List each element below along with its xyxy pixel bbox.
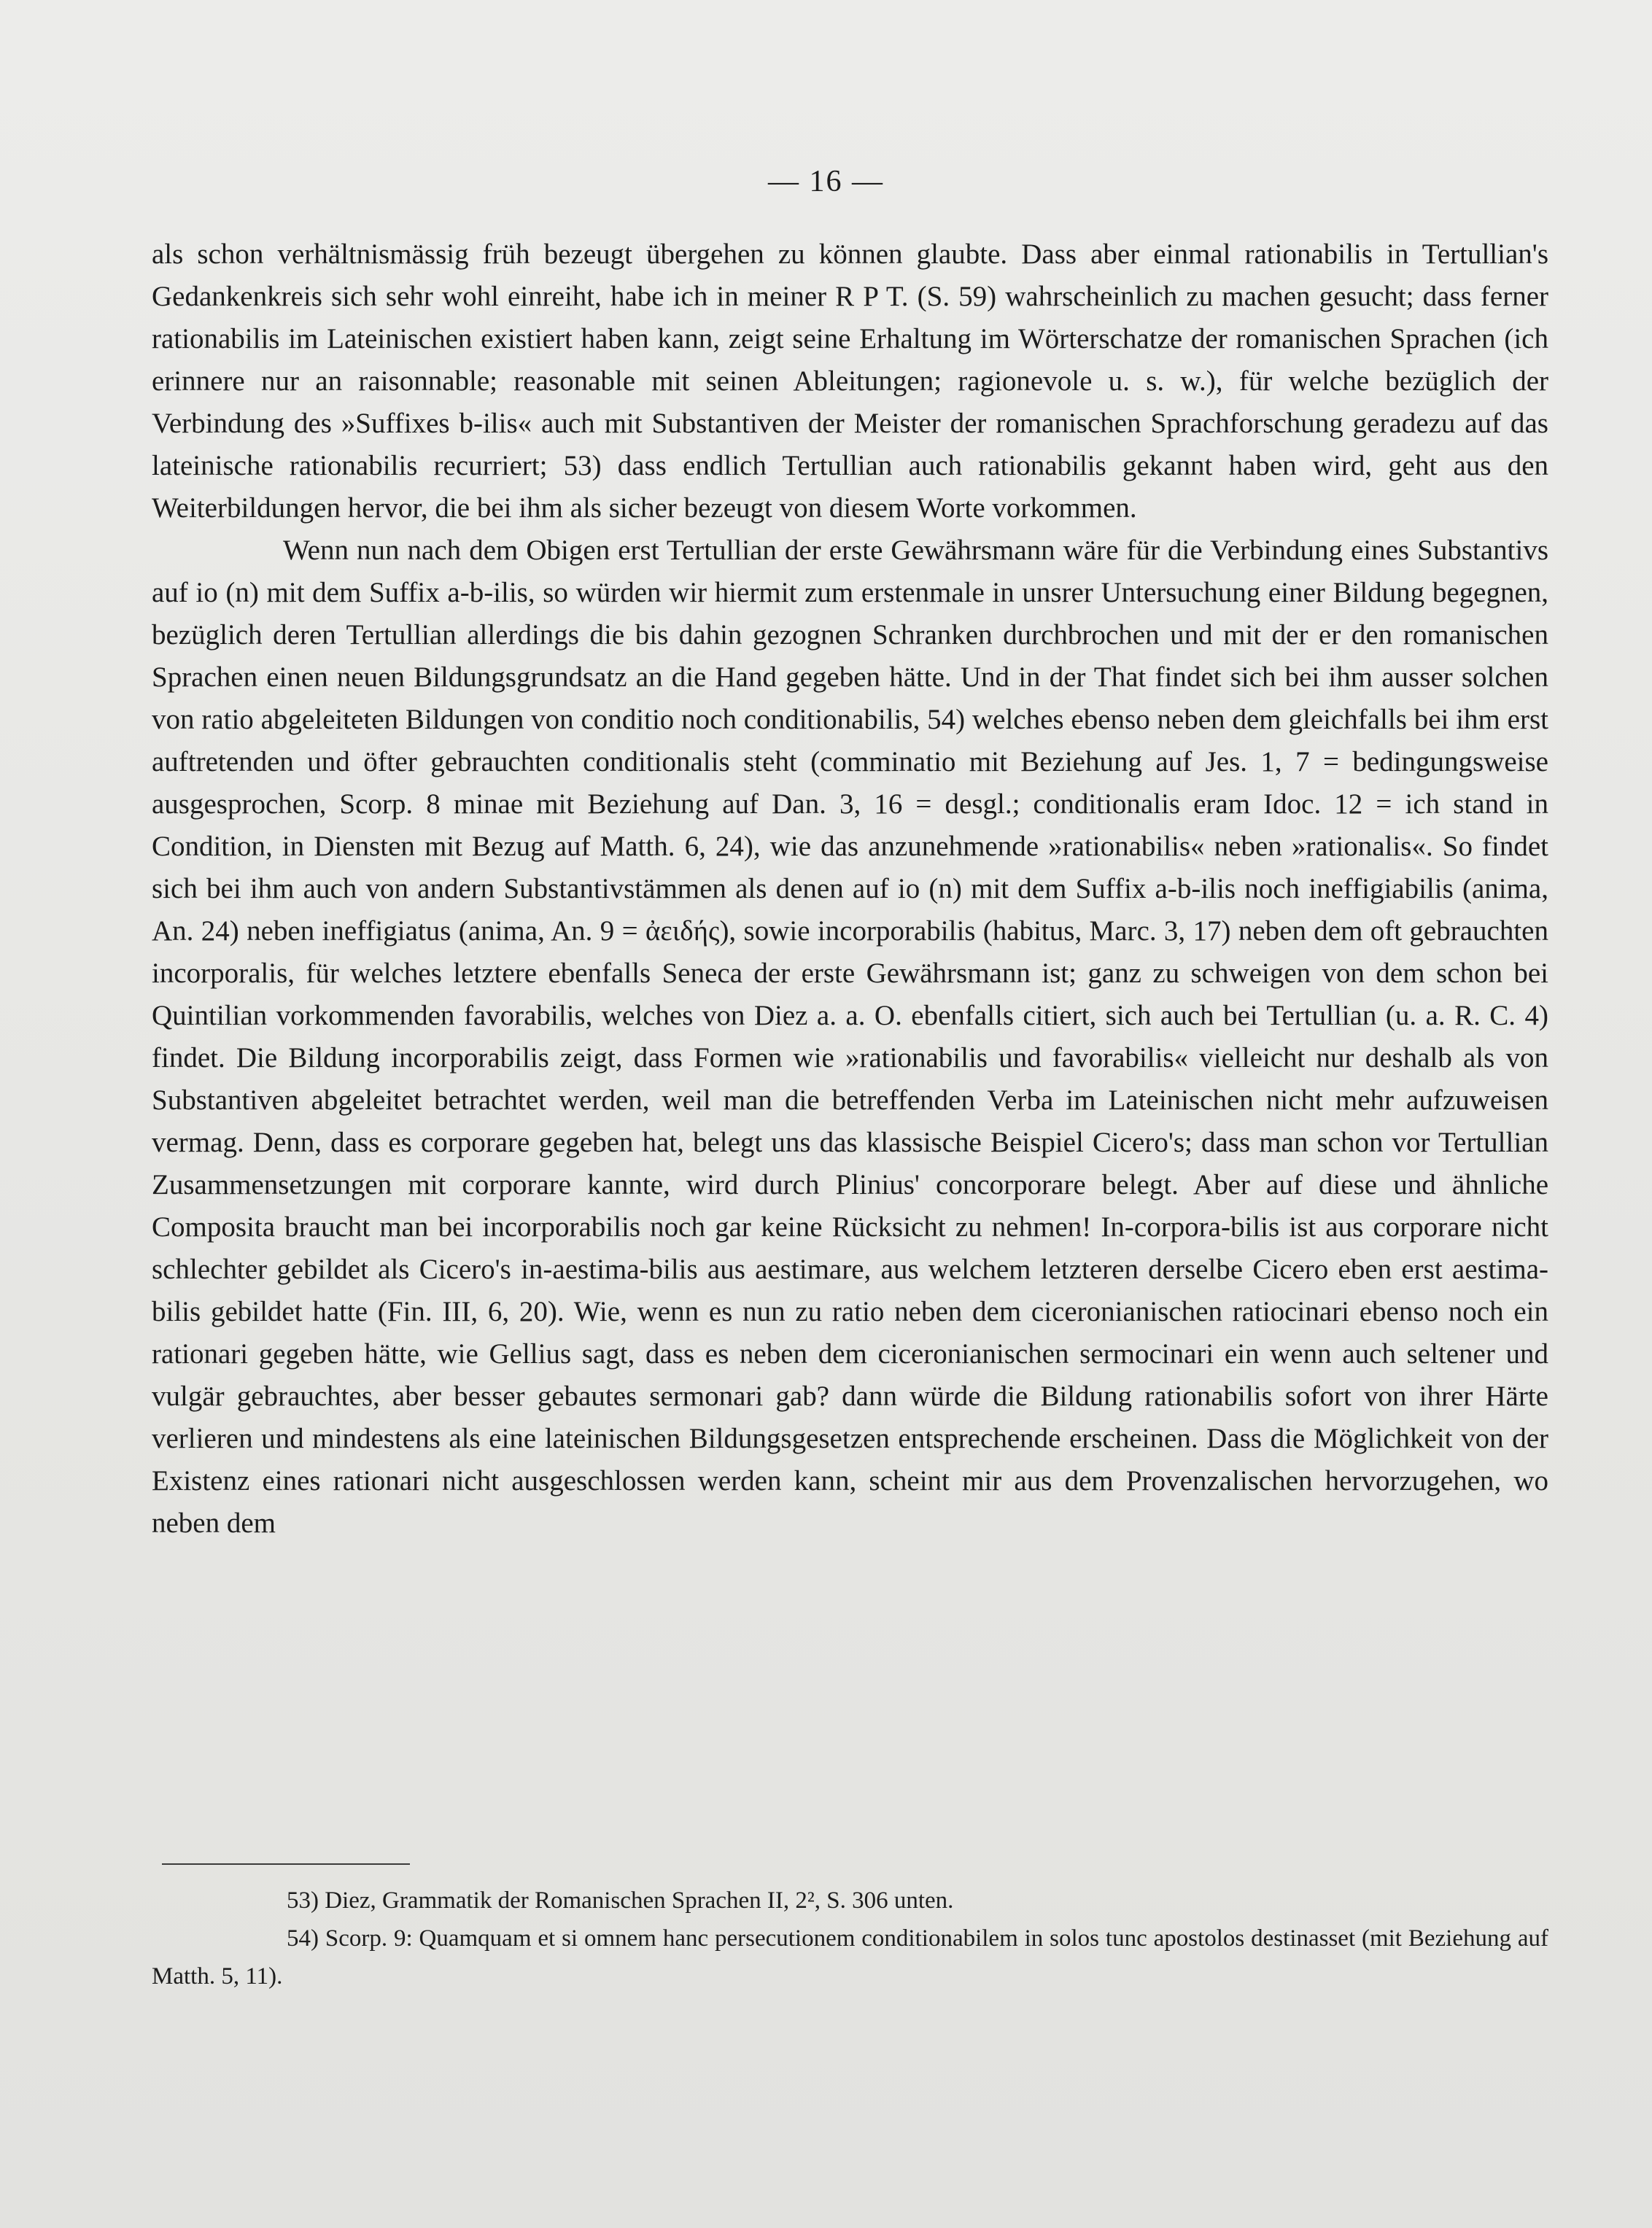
paragraph-1: als schon verhältnismässig früh bezeugt übergehen zu können glaubte. Dass aber einmal rationabilis in Tertullian's Gedankenkreis sich sehr wohl einreiht, habe ich in meiner R P T. (S. 59) wahrscheinlich zu machen gesucht; dass ferner rationabilis im Lateinischen existiert haben kann, zeigt seine Erhaltung im Wörterschatze der romanischen Sprachen (ich erinnere nur an raisonnable; reasonable mit seinen Ableitungen; ragionevole u. s. w.), für welche bezüglich der Verbindung des »Suffixes b-ilis« auch mit Substantiven der Meister der romanischen Sprachforschung geradezu auf das lateinische rationabilis recurriert; 53) dass endlich Tertullian auch rationabilis gekannt haben wird, geht aus den Weiterbildungen hervor, die bei ihm als sicher bezeugt von diesem Worte vorkommen. [152, 238, 1548, 524]
page-number: — 16 — [768, 165, 884, 198]
footnote-separator [162, 1863, 410, 1865]
footnote-54: 54) Scorp. 9: Quamquam et si omnem hanc persecutionem conditionabilem in solos tunc apostolos destinasset (mit Beziehung auf Matth. 5, 11). [152, 1925, 1548, 1990]
main-text [152, 233, 1548, 1545]
footnotes [152, 1882, 1548, 1995]
footnote-53: 53) Diez, Grammatik der Romanischen Sprachen II, 2², S. 306 unten. [287, 1887, 954, 1914]
paragraph-2: Wenn nun nach dem Obigen erst Tertullian der erste Gewährsmann wäre für die Verbindung eines Substantivs auf io (n) mit dem Suffix a-b-ilis, so würden wir hiermit zum erstenmale in unsrer Untersuchung einer Bildung begegnen, bezüglich deren Tertullian allerdings die bis dahin gezognen Schranken durchbrochen und mit der er den romanischen Sprachen einen neuen Bildungsgrundsatz an die Hand gegeben hätte. Und in der That findet sich bei ihm ausser solchen von ratio abgeleiteten Bildungen von conditio noch conditionabilis, 54) welches ebenso neben dem gleichfalls bei ihm erst auftretenden und öfter gebrauchten conditionalis steht (comminatio mit Beziehung auf Jes. 1, 7 = bedingungsweise ausgesprochen, Scorp. 8 minae mit Beziehung auf Dan. 3, 16 = desgl.; conditionalis eram Idoc. 12 = ich stand in Condition, in Diensten mit Bezug auf Matth. 6, 24), wie das anzunehmende »rationabilis« neben »rationalis«. So findet sich bei ihm auch von andern Substantivstämmen als denen auf io (n) mit dem Suffix a-b-ilis noch ineffigiabilis (anima, An. 24) neben ineffigiatus (anima, An. 9 = ἀειδής), sowie incorporabilis (habitus, Marc. 3, 17) neben dem oft gebrauchten incorporalis, für welches letztere ebenfalls Seneca der erste Gewährsmann ist; ganz zu schweigen von dem schon bei Quintilian vorkommenden favorabilis, welches von Diez a. a. O. ebenfalls citiert, sich auch bei Tertullian (u. a. R. C. 4) findet. Die Bildung incorporabilis zeigt, dass Formen wie »rationabilis und favorabilis« vielleicht nur deshalb als von Substantiven abgeleitet betrachtet werden, weil man die betreffenden Verba im Lateinischen nicht mehr aufzuweisen vermag. Denn, dass es corporare gegeben hat, belegt uns das klassische Beispiel Cicero's; dass man schon vor Tertullian Zusammensetzungen mit corporare kannte, wird durch Plinius' concorporare belegt. Aber auf diese und ähnliche Composita braucht man bei incorporabilis noch gar keine Rücksicht zu nehmen! In-corpora-bilis ist aus corporare nicht schlechter gebildet als Cicero's in-aestima-bilis aus aestimare, aus welchem letzteren derselbe Cicero eben erst aestima-bilis gebildet hatte (Fin. III, 6, 20). Wie, wenn es nun zu ratio neben dem ciceronianischen ratiocinari ebenso noch ein rationari gegeben hätte, wie Gellius sagt, dass es neben dem ciceronianischen sermocinari ein wenn auch seltener und vulgär gebrauchtes, aber besser gebautes sermonari gab? dann würde die Bildung rationabilis sofort von ihrer Härte verlieren und mindestens als eine lateinischen Bildungsgesetzen entsprechende erscheinen. Dass die Möglichkeit von der Existenz eines rationari nicht ausgeschlossen werden kann, scheint mir aus dem Provenzalischen hervorzugehen, wo neben dem [152, 535, 1548, 1539]
